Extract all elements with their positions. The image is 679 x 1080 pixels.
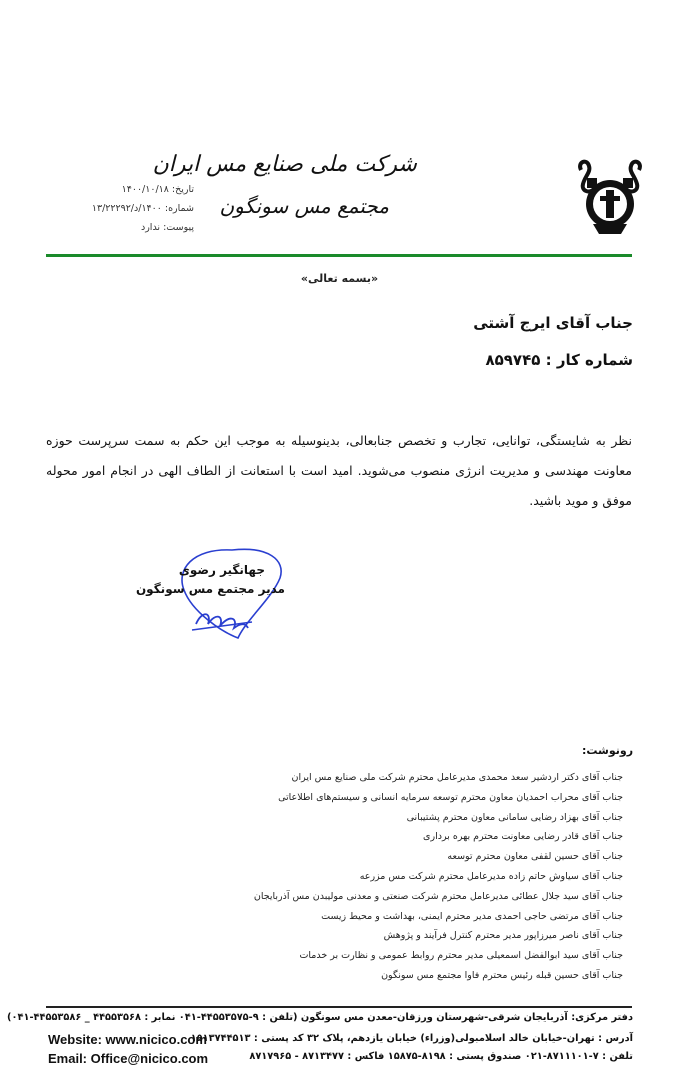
company-logo [573, 158, 647, 238]
letter-attachment: پیوست: ندارد [140, 222, 194, 233]
footer-website: Website: www.nicico.com [48, 1032, 207, 1047]
company-name-line2: مجتمع مس سونگون [219, 194, 389, 218]
cc-item: جناب آقای حسین لقفی معاون محترم توسعه [447, 851, 623, 863]
cc-item: جناب آقای ناصر میرزاپور مدیر محترم کنترل فرآیند و پژوهش [383, 930, 623, 942]
recipient: جناب آقای ایرج آشتی [473, 314, 633, 332]
cc-item: جناب آقای قادر رضایی معاونت محترم بهره برداری [423, 831, 623, 843]
footer-phone-fax: تلفن : ۷-۸۷۱۱۱۰۱-۰۲۱ صندوق پستی : ۸۱۹۸-۱۵۸۷۵ فاکس : ۸۷۱۳۴۷۷ - ۸۷۱۷۹۶۵ [249, 1051, 633, 1062]
work-number: شماره کار : ۸۵۹۷۴۵ [485, 351, 633, 369]
signatory-name: جهانگیر رضوی [178, 563, 265, 577]
letter-number: شماره: ۱۴۰۰/د/۱۳/۲۲۲۹۲ [91, 203, 194, 214]
footer-head-office: دفتر مرکزی: آذربایجان شرقی-شهرستان ورزقان-معدن مس سونگون (تلفن : ۹-۴۴۵۵۳۵۷۵-۰۴۱ نمابر : ۴۴۵۵۳۵۶۸ _ ۴۴۵۵۳۵۸۶-۰۴۱) [7, 1012, 633, 1023]
letter-meta [84, 180, 194, 237]
cc-list [143, 768, 623, 986]
cc-item: جناب آقای مرتضی حاجی احمدی مدیر محترم ایمنی، بهداشت و محیط زیست [321, 910, 623, 922]
cc-item: جناب آقای سید جلال عطائی مدیرعامل محترم شرکت صنعتی و معدنی مولیبدن مس آذربایجان [253, 890, 623, 902]
signatory-title: مدیر مجتمع مس سونگون [135, 582, 285, 596]
cc-item: جناب آقای دکتر اردشیر سعد محمدی مدیرعامل محترم شرکت ملی صنایع مس ایران [291, 772, 623, 783]
cc-title: رونوشت: [582, 744, 634, 757]
cc-item: جناب آقای محراب احمدیان معاون محترم توسعه سرمایه انسانی و سیستم‌های اطلاعاتی [278, 791, 623, 803]
footer-divider [46, 1006, 632, 1008]
header-divider [46, 254, 632, 257]
letter-date: تاریخ: ۱۴۰۰/۱۰/۱۸ [121, 184, 194, 195]
cc-item: جناب آقای حسین قبله رئیس محترم فاوا مجتمع مس سونگون [381, 969, 623, 981]
footer-email: Email: Office@nicico.com [48, 1051, 209, 1066]
letter-body: نظر به شایستگی، توانایی، تجارب و تخصص جنابعالی، بدینوسیله به موجب این حکم به سمت سرپرست حوزه معاونت مهندسی و مدیریت انرژی منصوب می‌شوید. امید است با استعانت از الطاف الهی در انجام امور محوله موفق و موید باشید. [46, 433, 632, 508]
footer-tehran-address: آدرس : تهران-خیابان خالد اسلامبولی(وزراء) خیابان یازدهم، پلاک ۳۲ کد پستی : ۱۵۱۳۷۴۴۵۱۳ [190, 1033, 633, 1044]
bismillah: «بسمه تعالی» [300, 272, 379, 285]
cc-item: جناب آقای سیاوش حاتم زاده مدیرعامل محترم شرکت مس مزرعه [359, 870, 623, 882]
company-name-line1: شرکت ملی صنایع مس ایران [152, 152, 417, 177]
cc-item: جناب آقای بهزاد رضایی سامانی معاون محترم پشتیبانی [406, 811, 623, 823]
cc-item: جناب آقای سید ابوالفضل اسمعیلی مدیر محترم روابط عمومی و نظارت بر خدمات [299, 950, 623, 962]
